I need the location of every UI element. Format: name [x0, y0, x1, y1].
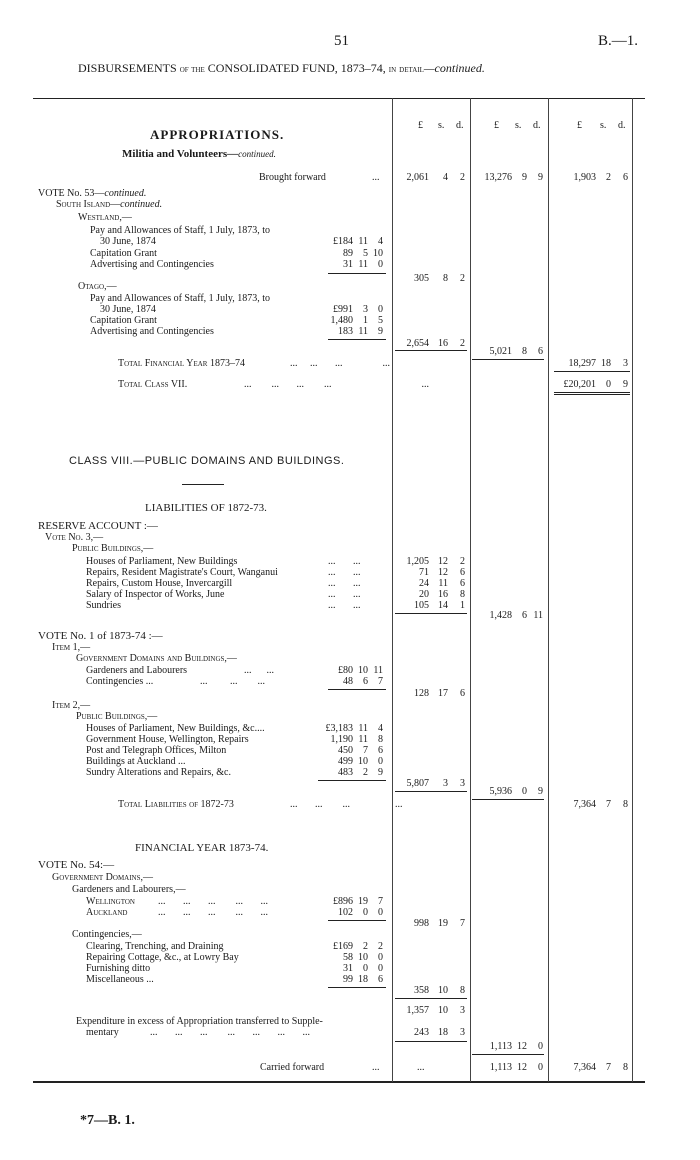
- short-rule: [182, 484, 224, 485]
- sum-rule: [554, 392, 630, 393]
- sum-rule: [328, 920, 386, 921]
- list-item: Houses of Parliament, New Buildings: [86, 556, 238, 567]
- footer-mark: *7—B. 1.: [80, 1113, 135, 1128]
- list-item: Wellington: [86, 896, 135, 907]
- sum-rule: [328, 273, 386, 274]
- sum-rule: [395, 998, 467, 999]
- sum-rule: [395, 350, 467, 351]
- line-item-label: Pay and Allowances of Staff, 1 July, 1873, to: [90, 293, 270, 304]
- sum-rule: [318, 780, 386, 781]
- leader-dots: ... ...: [328, 589, 361, 600]
- leader-dots: ... ...: [328, 578, 361, 589]
- leader-dots: ... ... ... ...: [290, 358, 390, 369]
- brought-forward-label: Brought forward: [259, 172, 326, 183]
- column-divider: [392, 98, 393, 1082]
- public-buildings-heading: Public Buildings,—: [72, 543, 154, 554]
- line-item-label: Pay and Allowances of Staff, 1 July, 1873, to: [90, 225, 270, 236]
- sum-rule: [472, 799, 544, 800]
- section-heading: APPROPRIATIONS.: [150, 127, 285, 142]
- public-buildings-heading: Public Buildings,—: [76, 711, 158, 722]
- line-item-label: Capitation Grant: [90, 248, 157, 259]
- sum-rule: [472, 1054, 544, 1055]
- leader-dots: ...: [372, 172, 380, 183]
- financial-year-heading: FINANCIAL YEAR 1873-74.: [135, 842, 269, 854]
- list-item: Clearing, Trenching, and Draining: [86, 941, 224, 952]
- list-item: Sundry Alterations and Repairs, &c.: [86, 767, 231, 778]
- column-divider: [470, 98, 471, 1082]
- sum-rule: [395, 791, 467, 792]
- south-island-heading: South Island—continued.: [56, 199, 163, 210]
- list-item: Furnishing ditto: [86, 963, 151, 974]
- list-item: Government House, Wellington, Repairs: [86, 734, 249, 745]
- leader-dots: ... ...: [328, 556, 361, 567]
- list-item: Sundries: [86, 600, 121, 611]
- line-item-label: Advertising and Contingencies: [90, 326, 214, 337]
- subsection-heading: Militia and Volunteers—continued.: [122, 148, 276, 160]
- line-item-label: 30 June, 1874: [100, 236, 156, 247]
- leader-dots: ... ...: [328, 567, 361, 578]
- item-heading: Item 2,—: [52, 700, 91, 711]
- vote-heading: Vote No. 3,—: [45, 532, 104, 543]
- leader-dots: ... ... ... ...: [290, 799, 403, 810]
- excess-label: Expenditure in excess of Appropriation transferred to Supple-: [76, 1016, 323, 1027]
- line-item-label: Advertising and Contingencies: [90, 259, 214, 270]
- table-bottom-rule: [33, 1081, 645, 1083]
- list-item: Houses of Parliament, New Buildings, &c....: [86, 723, 265, 734]
- leader-dots: ... ...: [244, 665, 274, 676]
- leader-dots: ... ... ... ... ... ... ...: [150, 1027, 310, 1038]
- liabilities-heading: LIABILITIES OF 1872-73.: [145, 502, 267, 514]
- subsection-heading: Government Domains,—: [52, 872, 153, 883]
- list-item: Repairs, Custom House, Invercargill: [86, 578, 233, 589]
- document-code: B.—1.: [598, 33, 639, 49]
- class-heading: CLASS VIII.—PUBLIC DOMAINS AND BUILDINGS.: [69, 455, 345, 467]
- list-item: Repairing Cottage, &c., at Lowry Bay: [86, 952, 239, 963]
- leader-dots: ... ... ... ... ...: [158, 907, 268, 918]
- list-item: Buildings at Auckland ...: [86, 756, 186, 767]
- subsection-heading: Contingencies,—: [72, 929, 142, 940]
- sum-rule: [554, 394, 630, 395]
- sum-rule: [395, 613, 467, 614]
- vote-heading: VOTE No. 54:—: [38, 859, 115, 871]
- sum-rule: [328, 339, 386, 340]
- sum-rule: [472, 359, 544, 360]
- carried-forward-label: Carried forward: [260, 1062, 325, 1073]
- leader-dots: ... ... ... ... ...: [244, 379, 429, 390]
- list-item: Post and Telegraph Offices, Milton: [86, 745, 227, 756]
- item-heading: Item 1,—: [52, 642, 91, 653]
- total-row-label: Total Financial Year 1873–74: [118, 358, 245, 369]
- table-top-rule: [33, 98, 645, 99]
- sum-rule: [328, 987, 386, 988]
- vote-heading: VOTE No. 53—continued.: [38, 188, 147, 199]
- list-item: Contingencies ...: [86, 676, 154, 687]
- column-divider: [632, 98, 633, 1082]
- otago-heading: Otago,—: [78, 281, 117, 292]
- list-item: Repairs, Resident Magistrate's Court, Wanganui: [86, 567, 278, 578]
- reserve-heading: RESERVE ACCOUNT :—: [38, 520, 158, 532]
- vote-heading: VOTE No. 1 of 1873-74 :—: [38, 630, 163, 642]
- leader-dots: ... ...: [372, 1062, 425, 1073]
- list-item: Salary of Inspector of Works, June: [86, 589, 225, 600]
- subsection-heading: Government Domains and Buildings,—: [76, 653, 237, 664]
- line-item-label: 30 June, 1874: [100, 304, 156, 315]
- total-row-label: Total Liabilities of 1872-73: [118, 799, 234, 810]
- leader-dots: ... ... ... ... ...: [158, 896, 268, 907]
- sum-rule: [554, 371, 630, 372]
- sum-rule: [328, 689, 386, 690]
- total-row-label: Total Class VII.: [118, 379, 188, 390]
- subsection-heading: Gardeners and Labourers,—: [72, 884, 186, 895]
- list-item: Miscellaneous ...: [86, 974, 154, 985]
- line-item-label: Capitation Grant: [90, 315, 157, 326]
- sum-rule: [395, 1041, 467, 1042]
- page-number: 51: [334, 33, 349, 49]
- column-divider: [548, 98, 549, 1082]
- westland-heading: Westland,—: [78, 212, 132, 223]
- list-item: Auckland: [86, 907, 128, 918]
- leader-dots: ... ... ...: [200, 676, 265, 687]
- excess-label: mentary: [86, 1027, 119, 1038]
- leader-dots: ... ...: [328, 600, 361, 611]
- page-title: DISBURSEMENTS of the CONSOLIDATED FUND, 1873–74, in detail—continued.: [78, 61, 485, 75]
- list-item: Gardeners and Labourers: [86, 665, 188, 676]
